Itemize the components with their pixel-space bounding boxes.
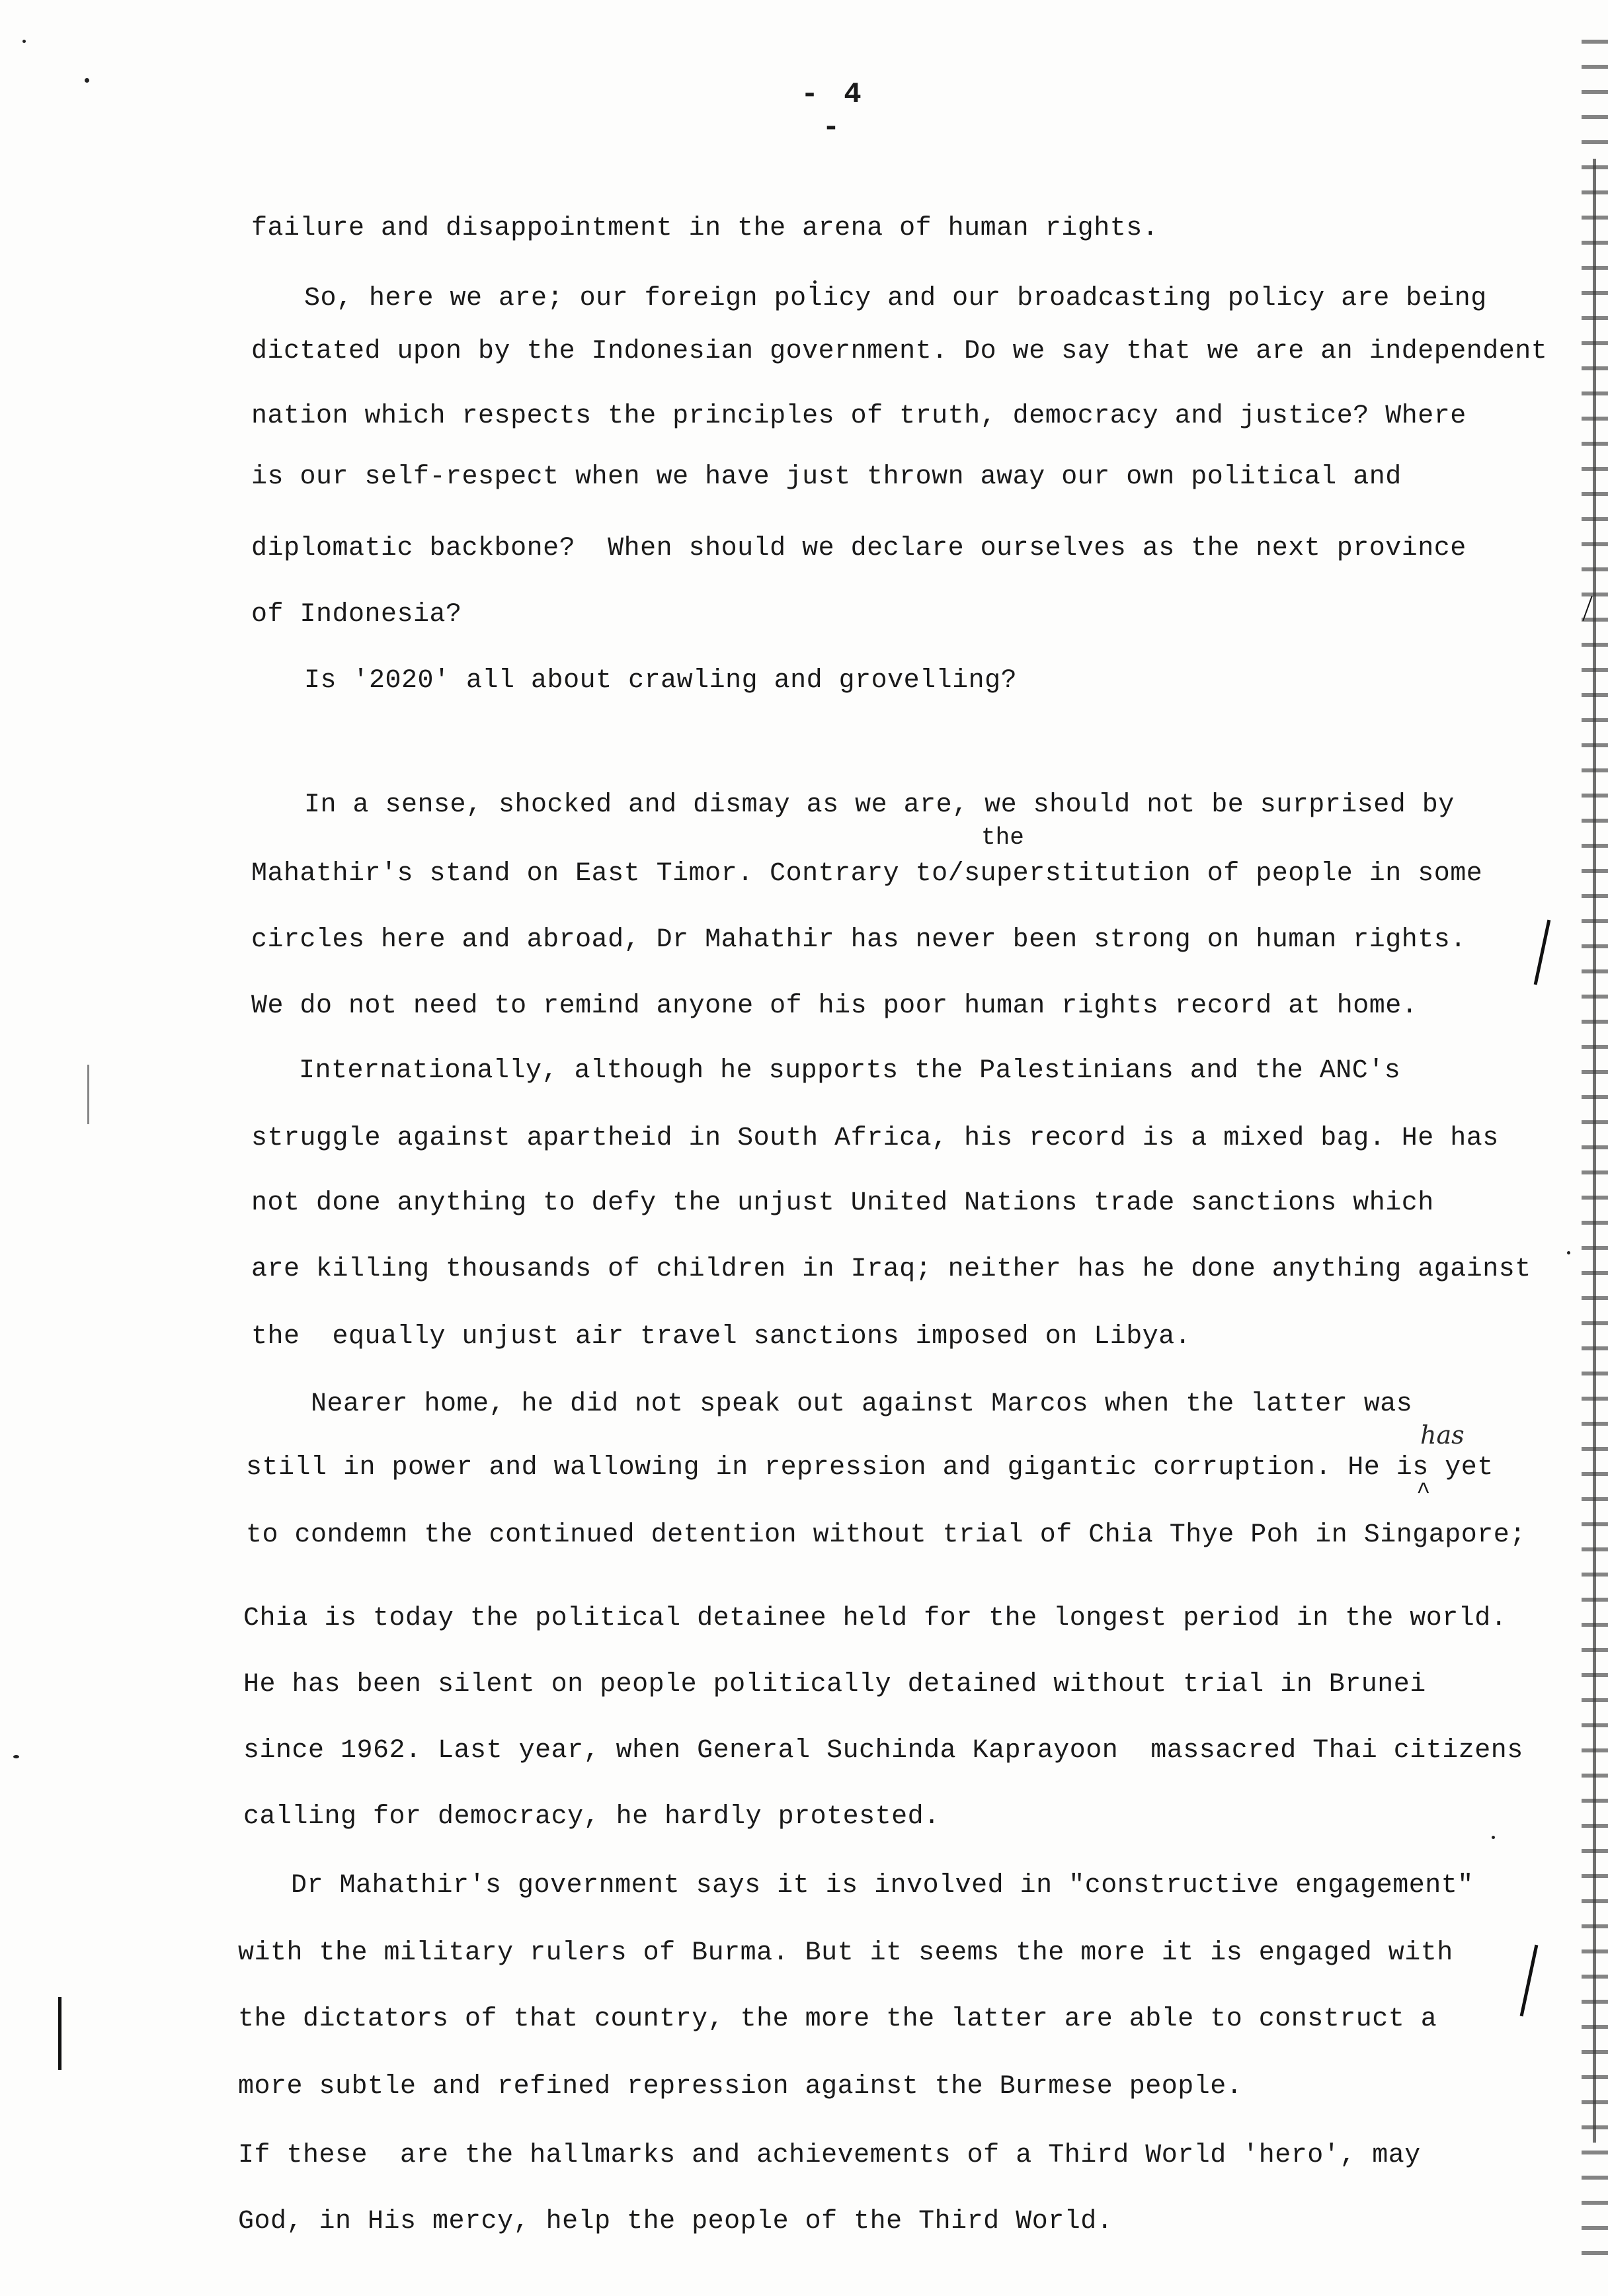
margin-mark — [58, 1997, 61, 2070]
text-line: the equally unjust air travel sanctions imposed on Libya. — [251, 1322, 1191, 1352]
margin-mark — [1520, 1945, 1539, 2017]
caret-mark: ^ — [1416, 1479, 1431, 1506]
text-line: He has been silent on people politically detained without trial in Brunei — [243, 1670, 1426, 1700]
text-line: is our self-respect when we have just thrown away our own political and — [251, 462, 1402, 492]
text-line: Nearer home, he did not speak out against Marcos when the latter was — [311, 1389, 1413, 1419]
scan-speck — [13, 1755, 19, 1758]
text-line: are killing thousands of children in Iraq; neither has he done anything against — [251, 1254, 1531, 1284]
margin-mark — [1534, 920, 1551, 985]
scan-speck — [1492, 1836, 1495, 1839]
text-line: Dr Mahathir's government says it is involved in "constructive engagement" — [291, 1871, 1474, 1901]
text-line: nation which respects the principles of truth, democracy and justice? Where — [251, 401, 1467, 431]
margin-mark — [87, 1065, 89, 1124]
page-number: - 4 - — [801, 78, 865, 144]
scan-speck — [1567, 1251, 1570, 1254]
scan-edge-line — [1593, 159, 1596, 2143]
text-line: Is '2020' all about crawling and grovelling? — [304, 666, 1018, 696]
text-line: dictated upon by the Indonesian government. Do we say that we are an independent — [251, 337, 1548, 366]
text-line: Chia is today the political detainee held for the longest period in the world. — [243, 1604, 1508, 1633]
inserted-word-annotation: the — [981, 824, 1024, 851]
text-line: more subtle and refined repression against the Burmese people. — [238, 2072, 1243, 2102]
text-line: In a sense, shocked and dismay as we are, we should not be surprised by — [304, 790, 1455, 820]
text-line: failure and disappointment in the arena of human rights. — [251, 214, 1159, 243]
text-line: Internationally, although he supports the Palestinians and the ANC's — [299, 1056, 1401, 1086]
text-line: We do not need to remind anyone of his poor human rights record at home. — [251, 991, 1418, 1021]
text-line: diplomatic backbone? When should we declare ourselves as the next province — [251, 534, 1467, 563]
text-line: So, here we are; our foreign policy and our broadcasting policy are being — [304, 284, 1487, 313]
text-line: Mahathir's stand on East Timor. Contrary to/superstitution of people in some — [251, 859, 1483, 889]
scan-speck — [22, 40, 26, 43]
text-line: circles here and abroad, Dr Mahathir has never been strong on human rights. — [251, 925, 1467, 955]
text-line: with the military rulers of Burma. But it seems the more it is engaged with — [238, 1938, 1453, 1968]
text-line: to condemn the continued detention without trial of Chia Thye Poh in Singapore; — [246, 1520, 1526, 1550]
handwritten-correction: has — [1420, 1420, 1465, 1450]
text-line: struggle against apartheid in South Africa, his record is a mixed bag. He has — [251, 1124, 1499, 1153]
text-line: God, in His mercy, help the people of the Third World. — [238, 2207, 1113, 2236]
text-line: since 1962. Last year, when General Suchinda Kaprayoon massacred Thai citizens — [243, 1736, 1523, 1766]
text-line: of Indonesia? — [251, 600, 462, 630]
scan-speck — [813, 280, 817, 284]
text-line: If these are the hallmarks and achievements of a Third World 'hero', may — [238, 2141, 1421, 2170]
scan-speck — [85, 78, 89, 83]
text-line: not done anything to defy the unjust United Nations trade sanctions which — [251, 1188, 1434, 1218]
text-line: the dictators of that country, the more the latter are able to construct a — [238, 2004, 1437, 2034]
text-line: still in power and wallowing in repression and gigantic corruption. He is yet — [246, 1453, 1494, 1483]
text-line: calling for democracy, he hardly protested. — [243, 1802, 940, 1832]
